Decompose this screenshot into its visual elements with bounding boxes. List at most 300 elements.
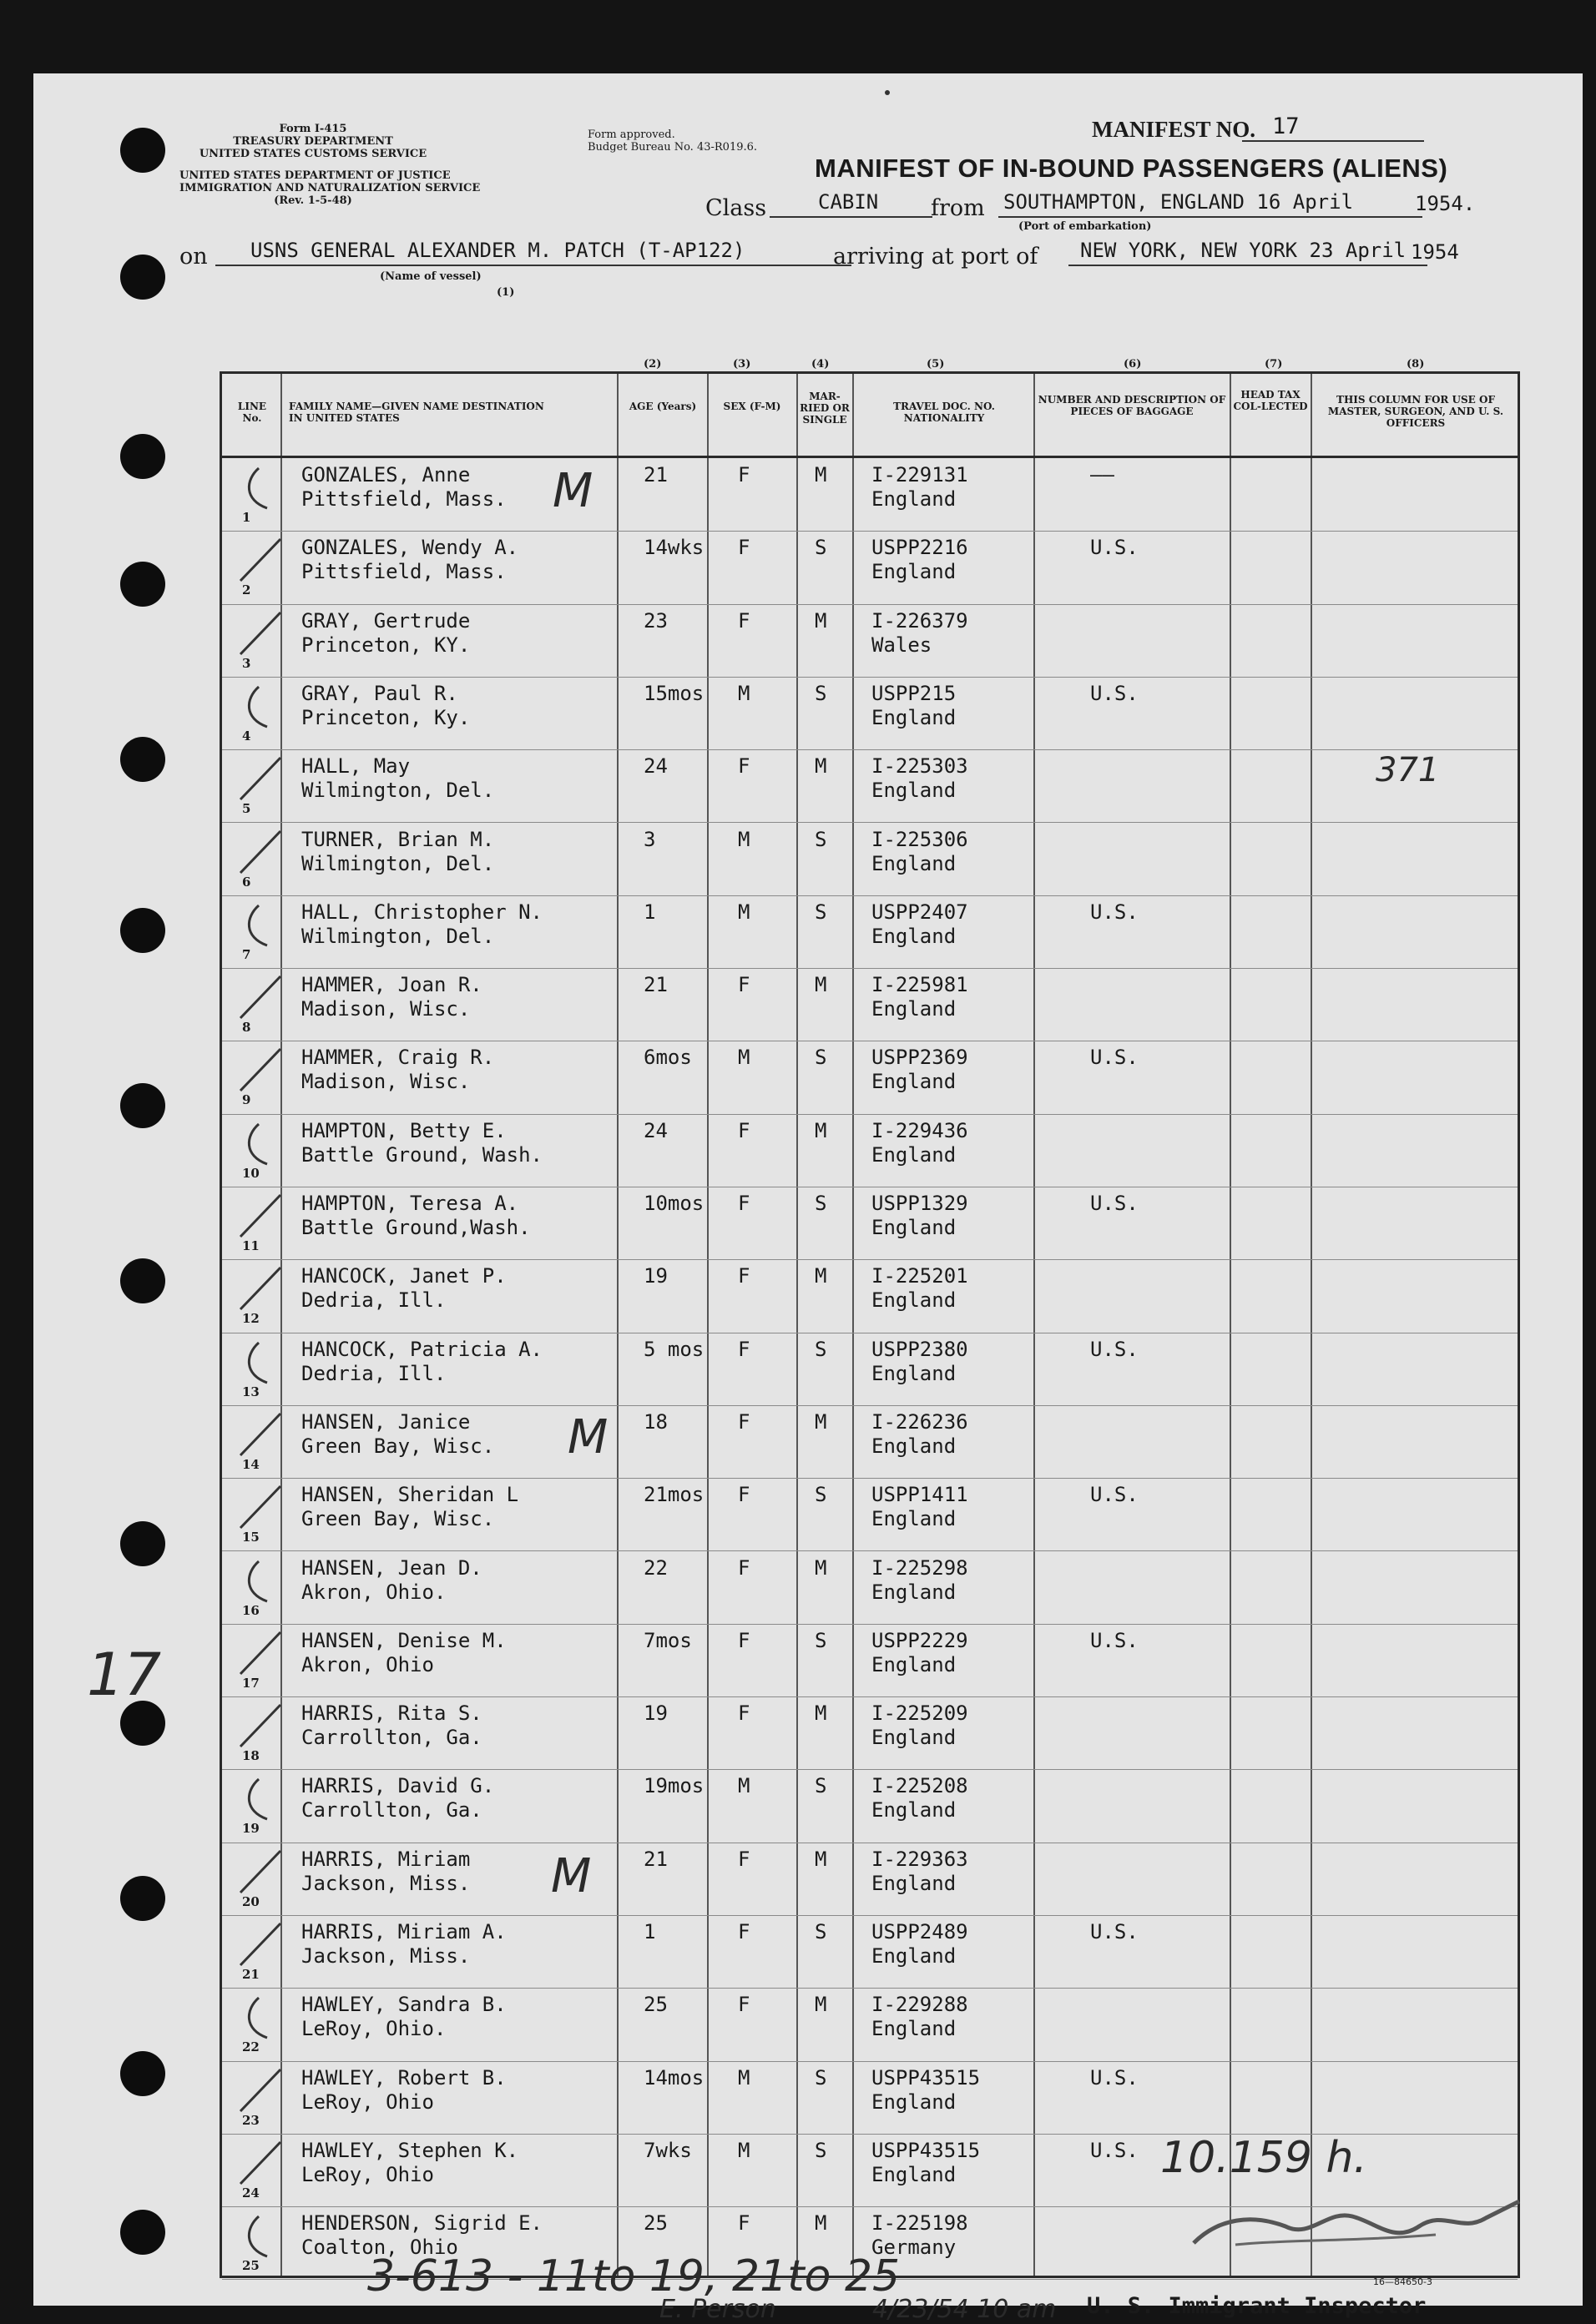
- sex: F: [738, 2211, 750, 2236]
- travel-doc-no: I-225208: [871, 1774, 968, 1798]
- nationality: England: [871, 1798, 957, 1822]
- nationality: England: [871, 1288, 957, 1313]
- table-row: [222, 749, 1518, 823]
- table-row: [222, 1114, 1518, 1187]
- destination: Battle Ground, Wash.: [301, 1142, 543, 1167]
- on-label: on: [179, 244, 208, 270]
- passenger-name: HAWLEY, Robert B.: [301, 2065, 507, 2090]
- age: 19mos: [644, 1774, 705, 1798]
- nationality: England: [871, 1726, 957, 1750]
- line-number: 18: [242, 1748, 260, 1764]
- col-number: (8): [1407, 358, 1425, 371]
- marital-status: S: [815, 1192, 827, 1215]
- vessel-caption: (Name of vessel): [380, 270, 482, 283]
- check-mark-icon: [234, 1263, 284, 1321]
- age: 21: [644, 973, 668, 997]
- baggage: U.S.: [1090, 1483, 1139, 1507]
- passenger-name: HANSEN, Jean D.: [301, 1555, 482, 1580]
- nationality: Wales: [871, 633, 932, 657]
- nationality: England: [871, 487, 957, 511]
- age: 6mos: [644, 1046, 692, 1070]
- check-mark-icon: [234, 1918, 284, 1977]
- line-number: 21: [242, 1967, 260, 1982]
- sex: F: [738, 1337, 750, 1361]
- nationality: England: [871, 560, 957, 584]
- destination: Princeton, KY.: [301, 633, 471, 657]
- passenger-name: HAMMER, Joan R.: [301, 973, 482, 997]
- check-mark-icon: [234, 1700, 284, 1758]
- check-mark-icon: [234, 680, 284, 739]
- travel-doc-no: I-226379: [871, 608, 968, 633]
- arrival-value: NEW YORK, NEW YORK 23 April: [1068, 239, 1427, 266]
- marital-status: S: [815, 1046, 827, 1070]
- baggage: U.S.: [1090, 1337, 1139, 1361]
- marital-status: M: [815, 2211, 827, 2236]
- bottom-note-handwritten: 3-613 - 11to 19, 21to 25: [367, 2251, 901, 2301]
- col-number: (2): [644, 358, 662, 371]
- baggage: U.S.: [1090, 1046, 1139, 1070]
- baggage: U.S.: [1090, 536, 1139, 560]
- table-row: [222, 1259, 1518, 1333]
- travel-doc-no: USPP2380: [871, 1337, 968, 1361]
- col-header-age: AGE (Years): [629, 401, 697, 412]
- passenger-name: HARRIS, Miriam A.: [301, 1920, 507, 1943]
- nationality: England: [871, 1944, 957, 1968]
- passenger-name: TURNER, Brian M.: [301, 827, 495, 851]
- travel-doc-no: USPP1411: [871, 1483, 968, 1507]
- travel-doc-no: I-225201: [871, 1264, 968, 1288]
- table-row: [222, 531, 1518, 604]
- passenger-name: HARRIS, David G.: [301, 1774, 495, 1798]
- inspector-label: U. S. Immigrant Inspector: [1087, 2293, 1427, 2319]
- line-number: 2: [242, 582, 251, 598]
- marital-status: M: [815, 973, 827, 997]
- age: 3: [644, 827, 656, 851]
- travel-doc-no: USPP43515: [871, 2065, 981, 2090]
- baggage: U.S.: [1090, 2138, 1139, 2162]
- table-row: [222, 895, 1518, 969]
- sex: M: [738, 681, 750, 705]
- destination: Akron, Ohio: [301, 1652, 434, 1676]
- passenger-name: HALL, Christopher N.: [301, 900, 543, 924]
- travel-doc-no: I-229288: [871, 1993, 968, 2017]
- passenger-name: HENDERSON, Sigrid E.: [301, 2211, 543, 2236]
- table-row: [222, 604, 1518, 678]
- table-row: [222, 823, 1518, 896]
- line-number: 17: [242, 1675, 260, 1691]
- marital-status: S: [815, 1920, 827, 1943]
- destination: LeRoy, Ohio: [301, 2162, 434, 2186]
- destination: Dedria, Ill.: [301, 1361, 447, 1385]
- passenger-name: HAWLEY, Stephen K.: [301, 2138, 519, 2162]
- travel-doc-no: USPP215: [871, 681, 957, 705]
- check-mark-icon: [234, 1991, 284, 2049]
- form-approved: Form approved.: [588, 129, 675, 141]
- travel-doc-no: USPP2369: [871, 1046, 968, 1070]
- marital-status: M: [815, 1701, 827, 1726]
- nationality: England: [871, 1361, 957, 1385]
- sex: M: [738, 1046, 750, 1070]
- table-row: [222, 1041, 1518, 1114]
- vessel-name: USNS GENERAL ALEXANDER M. PATCH (T-AP122): [215, 239, 851, 266]
- sex: F: [738, 1118, 750, 1142]
- check-mark-icon: [234, 1336, 284, 1394]
- nationality: England: [871, 997, 957, 1021]
- sex: F: [738, 1701, 750, 1726]
- marital-mark: M: [551, 1849, 592, 1903]
- travel-doc-no: I-225198: [871, 2211, 968, 2236]
- check-mark-icon: [234, 971, 284, 1030]
- col-header-name: FAMILY NAME—GIVEN NAME DESTINATION IN UNITED STATES: [289, 401, 544, 424]
- destination: Jackson, Miss.: [301, 1871, 471, 1895]
- passenger-name: GONZALES, Wendy A.: [301, 536, 519, 560]
- destination: Jackson, Miss.: [301, 1944, 471, 1968]
- baggage: U.S.: [1090, 681, 1139, 705]
- passenger-name: GONZALES, Anne: [301, 463, 471, 486]
- baggage: U.S.: [1090, 1192, 1139, 1215]
- officer-number-handwritten: 371: [1376, 751, 1440, 789]
- punch-hole: [120, 562, 165, 607]
- col-header-married: MAR-RIED OR SINGLE: [800, 391, 850, 426]
- marital-status: M: [815, 754, 827, 779]
- initials-handwritten: E. Person: [659, 2295, 776, 2324]
- marital-status: M: [815, 1264, 827, 1288]
- age: 7wks: [644, 2138, 692, 2162]
- destination: Dedria, Ill.: [301, 1288, 447, 1313]
- passenger-name: GRAY, Gertrude: [301, 608, 471, 633]
- age: 1: [644, 900, 656, 924]
- destination: Akron, Ohio.: [301, 1580, 447, 1604]
- check-mark-icon: [234, 1190, 284, 1248]
- col-header-line: LINE No.: [237, 401, 267, 424]
- line-number: 4: [242, 728, 251, 744]
- check-mark-icon: [234, 1846, 284, 1904]
- sex: F: [738, 1264, 750, 1288]
- punch-hole: [120, 737, 165, 782]
- sex: F: [738, 1847, 750, 1871]
- col-number: (3): [733, 358, 751, 371]
- print-code: 16—84650-3: [1373, 2276, 1432, 2287]
- sex: F: [738, 973, 750, 997]
- punch-hole: [120, 255, 165, 300]
- check-mark-icon: [234, 534, 284, 592]
- travel-doc-no: USPP2216: [871, 536, 968, 560]
- line-number: 11: [242, 1238, 260, 1253]
- nationality: England: [871, 705, 957, 729]
- sex: F: [738, 754, 750, 779]
- sex: M: [738, 900, 750, 924]
- destination: Madison, Wisc.: [301, 1070, 471, 1094]
- justice-block: [179, 169, 481, 207]
- check-mark-icon: [234, 1044, 284, 1102]
- col-header-officers: THIS COLUMN FOR USE OF MASTER, SURGEON, AND U. S. OFFICERS: [1327, 394, 1504, 429]
- check-mark-icon: [234, 607, 284, 666]
- line-number: 19: [242, 1821, 260, 1837]
- travel-doc-no: USPP2229: [871, 1628, 968, 1652]
- destination: Wilmington, Del.: [301, 851, 495, 875]
- class-value: CABIN: [770, 190, 932, 218]
- destination: LeRoy, Ohio.: [301, 2017, 447, 2041]
- marital-status: S: [815, 827, 827, 851]
- col1-marker: (1): [497, 286, 515, 299]
- nationality: England: [871, 851, 957, 875]
- check-mark-icon: [234, 899, 284, 957]
- nationality: England: [871, 1652, 957, 1676]
- destination: Princeton, Ky.: [301, 705, 471, 729]
- col-header-headtax: HEAD TAX COL-LECTED: [1233, 389, 1308, 412]
- speck: [885, 90, 890, 95]
- check-mark-icon: [234, 1117, 284, 1176]
- table-row: [222, 1624, 1518, 1697]
- marital-status: S: [815, 2138, 827, 2162]
- punch-hole: [120, 1876, 165, 1921]
- age: 19: [644, 1701, 668, 1726]
- manifest-no-value: 17: [1242, 113, 1424, 142]
- embarkation-year: 1954.: [1415, 192, 1476, 215]
- margin-number-handwritten: 17: [87, 1641, 162, 1709]
- manifest-title: MANIFEST OF IN-BOUND PASSENGERS (ALIENS): [815, 154, 1448, 183]
- baggage: U.S.: [1090, 1628, 1139, 1652]
- age: 18: [644, 1409, 668, 1434]
- col-number: (4): [811, 358, 830, 371]
- age: 23: [644, 608, 668, 633]
- marital-mark: M: [568, 1410, 609, 1464]
- age: 21mos: [644, 1483, 705, 1507]
- arriving-label: arriving at port of: [833, 244, 1038, 270]
- check-mark-icon: [234, 2137, 284, 2195]
- marital-status: M: [815, 608, 827, 633]
- col-number: (7): [1265, 358, 1283, 371]
- baggage: ——: [1090, 463, 1114, 486]
- nationality: Germany: [871, 2236, 957, 2260]
- line-number: 25: [242, 2258, 260, 2274]
- passenger-name: HANCOCK, Patricia A.: [301, 1337, 543, 1361]
- line-number: 9: [242, 1092, 251, 1108]
- baggage: U.S.: [1090, 1920, 1139, 1943]
- destination: Wilmington, Del.: [301, 779, 495, 803]
- destination: Wilmington, Del.: [301, 924, 495, 948]
- passenger-name: HANSEN, Janice: [301, 1409, 471, 1434]
- destination: Pittsfield, Mass.: [301, 487, 507, 511]
- passenger-name: HALL, May: [301, 754, 411, 779]
- travel-doc-no: I-225981: [871, 973, 968, 997]
- table-row: [222, 2061, 1518, 2135]
- passenger-name: HANSEN, Sheridan L: [301, 1483, 519, 1507]
- marital-status: M: [815, 1993, 827, 2017]
- check-mark-icon: [234, 1409, 284, 1467]
- passenger-name: HANSEN, Denise M.: [301, 1628, 507, 1652]
- marital-status: S: [815, 1628, 827, 1652]
- travel-doc-no: I-225306: [871, 827, 968, 851]
- passenger-name: HARRIS, Miriam: [301, 1847, 471, 1871]
- inspector-signature: [1185, 2193, 1536, 2268]
- sex: F: [738, 608, 750, 633]
- table-row: [222, 1769, 1518, 1843]
- nationality: England: [871, 924, 957, 948]
- destination: Pittsfield, Mass.: [301, 560, 507, 584]
- age: 14wks: [644, 536, 705, 560]
- ins-service: IMMIGRATION AND NATURALIZATION SERVICE: [179, 182, 481, 194]
- table-row: [222, 1988, 1518, 2061]
- age: 7mos: [644, 1628, 692, 1652]
- age: 10mos: [644, 1192, 705, 1215]
- passenger-name: HAWLEY, Sandra B.: [301, 1993, 507, 2017]
- marital-status: S: [815, 536, 827, 560]
- destination: Carrollton, Ga.: [301, 1726, 482, 1750]
- passenger-name: HAMMER, Craig R.: [301, 1046, 495, 1070]
- passenger-name: HANCOCK, Janet P.: [301, 1264, 507, 1288]
- line-number: 13: [242, 1384, 260, 1399]
- class-label: Class: [705, 195, 767, 221]
- sex: F: [738, 1555, 750, 1580]
- from-label: from: [931, 195, 985, 221]
- age: 21: [644, 1847, 668, 1871]
- nationality: England: [871, 2162, 957, 2186]
- embarkation-value: SOUTHAMPTON, ENGLAND 16 April: [998, 190, 1422, 218]
- travel-doc-no: I-225298: [871, 1555, 968, 1580]
- nationality: England: [871, 1142, 957, 1167]
- destination: Madison, Wisc.: [301, 997, 471, 1021]
- line-number: 20: [242, 1893, 260, 1909]
- nationality: England: [871, 779, 957, 803]
- table-row: [222, 1696, 1518, 1770]
- punch-hole: [120, 1258, 165, 1303]
- age: 22: [644, 1555, 668, 1580]
- age: 24: [644, 754, 668, 779]
- age: 25: [644, 1993, 668, 2017]
- travel-doc-no: USPP1329: [871, 1192, 968, 1215]
- sex: F: [738, 1628, 750, 1652]
- check-mark-icon: [234, 1772, 284, 1831]
- line-number: 14: [242, 1456, 260, 1472]
- travel-doc-no: USPP2489: [871, 1920, 968, 1943]
- line-number: 8: [242, 1020, 251, 1036]
- sex: M: [738, 2065, 750, 2090]
- time-note-handwritten: 10.159 h.: [1160, 2133, 1367, 2183]
- budget-bureau: Budget Bureau No. 43-R019.6.: [588, 141, 758, 154]
- sex: M: [738, 827, 750, 851]
- marital-mark: M: [553, 464, 593, 518]
- table-row: [222, 1551, 1518, 1625]
- table-row: [222, 1478, 1518, 1551]
- check-mark-icon: [234, 753, 284, 811]
- baggage: U.S.: [1090, 2065, 1139, 2090]
- sex: F: [738, 463, 750, 486]
- col-header-baggage: NUMBER AND DESCRIPTION OF PIECES OF BAGGAGE: [1038, 394, 1226, 417]
- marital-status: M: [815, 1409, 827, 1434]
- punch-hole: [120, 128, 165, 173]
- date-handwritten: 4/23/54 10 am: [872, 2295, 1057, 2324]
- travel-doc-no: I-226236: [871, 1409, 968, 1434]
- col-header-sex: SEX (F-M): [723, 401, 781, 412]
- punch-hole: [120, 2210, 165, 2255]
- passenger-name: HARRIS, Rita S.: [301, 1701, 482, 1726]
- check-mark-icon: [234, 2064, 284, 2123]
- destination: Carrollton, Ga.: [301, 1798, 482, 1822]
- table-row: [222, 677, 1518, 750]
- age: 21: [644, 463, 668, 486]
- marital-status: M: [815, 463, 827, 486]
- destination: LeRoy, Ohio: [301, 2090, 434, 2114]
- baggage: U.S.: [1090, 900, 1139, 924]
- travel-doc-no: I-229363: [871, 1847, 968, 1871]
- manifest-no-label: MANIFEST NO.: [1092, 117, 1256, 142]
- table-row: [222, 1405, 1518, 1479]
- check-mark-icon: [234, 461, 284, 520]
- age: 15mos: [644, 681, 705, 705]
- line-number: 15: [242, 1530, 260, 1545]
- nationality: England: [871, 1434, 957, 1458]
- nationality: England: [871, 1070, 957, 1094]
- port-caption: (Port of embarkation): [1018, 220, 1152, 233]
- table-row: [222, 1333, 1518, 1406]
- sex: M: [738, 2138, 750, 2162]
- punch-hole: [120, 1083, 165, 1128]
- passenger-name: HAMPTON, Betty E.: [301, 1118, 507, 1142]
- justice-dept: UNITED STATES DEPARTMENT OF JUSTICE: [179, 169, 451, 182]
- line-number: 23: [242, 2112, 260, 2128]
- destination: Green Bay, Wisc.: [301, 1507, 495, 1531]
- customs-service: UNITED STATES CUSTOMS SERVICE: [199, 148, 427, 160]
- punch-hole: [120, 2051, 165, 2096]
- nationality: England: [871, 1507, 957, 1531]
- table-row: [222, 1187, 1518, 1260]
- manifest-sheet: [33, 73, 1583, 2324]
- table-row: [222, 1843, 1518, 1916]
- marital-status: M: [815, 1555, 827, 1580]
- sex: F: [738, 1993, 750, 2017]
- travel-doc-no: I-229131: [871, 463, 968, 486]
- sex: F: [738, 1192, 750, 1215]
- form-header-block: [179, 123, 447, 160]
- destination: Green Bay, Wisc.: [301, 1434, 495, 1458]
- passenger-table: [220, 371, 1520, 2278]
- age: 25: [644, 2211, 668, 2236]
- punch-hole: [120, 434, 165, 479]
- travel-doc-no: I-225303: [871, 754, 968, 779]
- line-number: 1: [242, 510, 251, 525]
- nationality: England: [871, 2090, 957, 2114]
- travel-doc-no: I-229436: [871, 1118, 968, 1142]
- marital-status: S: [815, 1483, 827, 1507]
- line-number: 12: [242, 1311, 260, 1327]
- sex: F: [738, 1483, 750, 1507]
- line-number: 24: [242, 2185, 260, 2200]
- age: 14mos: [644, 2065, 705, 2090]
- treasury-dept: TREASURY DEPARTMENT: [233, 135, 393, 148]
- travel-doc-no: USPP2407: [871, 900, 968, 924]
- table-row: [222, 458, 1518, 532]
- sex: F: [738, 536, 750, 560]
- marital-status: M: [815, 1118, 827, 1142]
- line-number: 10: [242, 1165, 260, 1181]
- punch-hole: [120, 908, 165, 953]
- passenger-name: GRAY, Paul R.: [301, 681, 458, 705]
- line-number: 7: [242, 946, 251, 962]
- marital-status: S: [815, 900, 827, 924]
- line-number: 3: [242, 655, 251, 671]
- sex: F: [738, 1409, 750, 1434]
- line-number: 22: [242, 2039, 260, 2055]
- form-revision: (Rev. 1-5-48): [274, 194, 352, 207]
- sex: M: [738, 1774, 750, 1798]
- check-mark-icon: [234, 2210, 284, 2268]
- travel-doc-no: I-225209: [871, 1701, 968, 1726]
- passenger-name: HAMPTON, Teresa A.: [301, 1192, 519, 1215]
- marital-status: M: [815, 1847, 827, 1871]
- age: 1: [644, 1920, 656, 1943]
- travel-doc-no: USPP43515: [871, 2138, 981, 2162]
